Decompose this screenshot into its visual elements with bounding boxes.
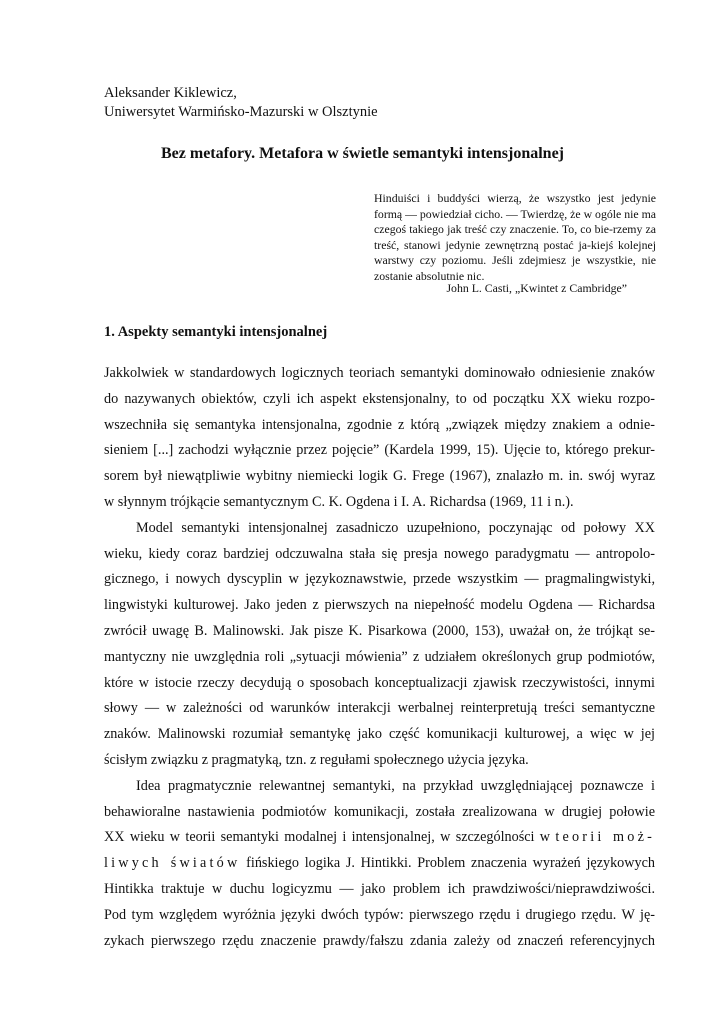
spaced-term: teorii moż-: [555, 829, 655, 846]
body-line-mixed: [104, 851, 655, 877]
body-line: zwrócił uwagę B. Malinowski. Jak pisze K. Pisarkowa (2000, 153), uważał on, że trójkąt se-: [104, 622, 655, 639]
body-line: gicznego, i nowych dyscyplin w językoznawstwie, przede wszystkim — pragmalingwistyki,: [104, 571, 655, 588]
body-line: sieniem [...] zachodzi wyłącznie przez pojęcie” (Kardela 1999, 15). Ujęcie to, którego prekur-: [104, 442, 655, 459]
body-line-mixed: [104, 825, 655, 851]
body-line: ścisłym związku z pragmatyką, tzn. z regułami społecznego użycia języka.: [104, 751, 529, 768]
author-block: [104, 84, 378, 122]
body-line: do nazywanych obiektów, czyli ich aspekt ekstensjonalny, to od początku XX wieku rozpo-: [104, 390, 655, 407]
body-line: Idea pragmatycznie relewantnej semantyki, na przykład uwzględniającej poznawcze i: [136, 777, 655, 794]
epigraph-source: John L. Casti, „Kwintet z Cambridge”: [446, 281, 627, 295]
body-line: znaków. Malinowski rozumiał semantykę jako część komunikacji kulturowej, a więc w jej: [104, 726, 655, 743]
body-line: Hintikka traktuje w duchu logicyzmu — jako problem ich prawdziwości/nieprawdziwości.: [104, 880, 655, 897]
body-line: Jakkolwiek w standardowych logicznych teoriach semantyki dominowało odniesienie znaków: [104, 365, 655, 381]
body-text: [104, 361, 655, 954]
body-line: Pod tym względem wyróżnia języki dwóch typów: pierwszego rzędu i drugiego rzędu. W ję-: [104, 906, 655, 923]
body-line-part: XX wieku w teorii semantyki modalnej i intensjonalnej, w szczególności w: [104, 829, 551, 846]
body-line: sorem był niewątpliwie wybitny niemiecki logik G. Frege (1967), znalazło m. in. swój wyraz: [104, 468, 655, 485]
body-line: słowy — w zależności od warunków interakcji werbalnej reinterpretują treści semantyczne: [104, 700, 655, 717]
body-line: lingwistyki kulturowej. Jako jeden z pierwszych na niepełność modelu Ogdena — Richardsa: [104, 597, 655, 614]
body-line: mantyczny nie uwzględnia roli „sytuacji mówienia” z udziałem określonych grup podmiotów,: [104, 648, 655, 665]
body-line: które w istocie rzeczy decydują o sposobach konceptualizacji zjawisk rzeczywistości, innymi: [104, 674, 655, 691]
body-line: wszechniła się semantyka intensjonalna, zgodnie z którą „związek między znakiem a odnie-: [104, 416, 655, 433]
section-heading: 1. Aspekty semantyki intensjonalnej: [104, 324, 328, 340]
body-line: w słynnym trójkącie semantycznym C. K. Ogdena i I. A. Richardsa (1969, 11 i n.).: [104, 493, 574, 510]
paper-title: Bez metafory. Metafora w świetle semantyki intensjonalnej: [160, 145, 565, 162]
body-line: behawioralne nastawienia podmiotów komunikacji, została zrealizowana w drugiej połowie: [104, 803, 655, 820]
body-line: zykach pierwszego rzędu znaczenie prawdy/fałszu zdania zależy od znaczeń referencyjnych: [104, 932, 655, 949]
body-line-part: fińskiego logika J. Hintikki. Problem znaczenia wyrażeń językowych: [246, 855, 655, 872]
epigraph-text: Hinduiści i buddyści wierzą, że wszystko jest jedynie formą — powiedział cicho. — Twierdzę, że w ogóle nie ma czegoś takiego jak treść czy znaczenie. To, co bie-rzemy za treść, stanowi jedynie zewnętrzną postać ja-kiejś kolejnej warstwy czy poziomu. Jeśli zdejmiesz je wszystkie, nie zostanie absolutnie nic.: [374, 191, 656, 283]
body-line: wieku, kiedy coraz bardziej odczuwalna stała się presja nowego paradygmatu — antropolo-: [104, 545, 655, 562]
author-affiliation: Uniwersytet Warmińsko-Mazurski w Olsztynie: [104, 104, 378, 120]
author-name: Aleksander Kiklewicz,: [104, 85, 237, 101]
body-line: Model semantyki intensjonalnej zasadniczo uzupełniono, poczynając od połowy XX: [136, 519, 655, 536]
spaced-term: liwych światów: [104, 855, 241, 872]
